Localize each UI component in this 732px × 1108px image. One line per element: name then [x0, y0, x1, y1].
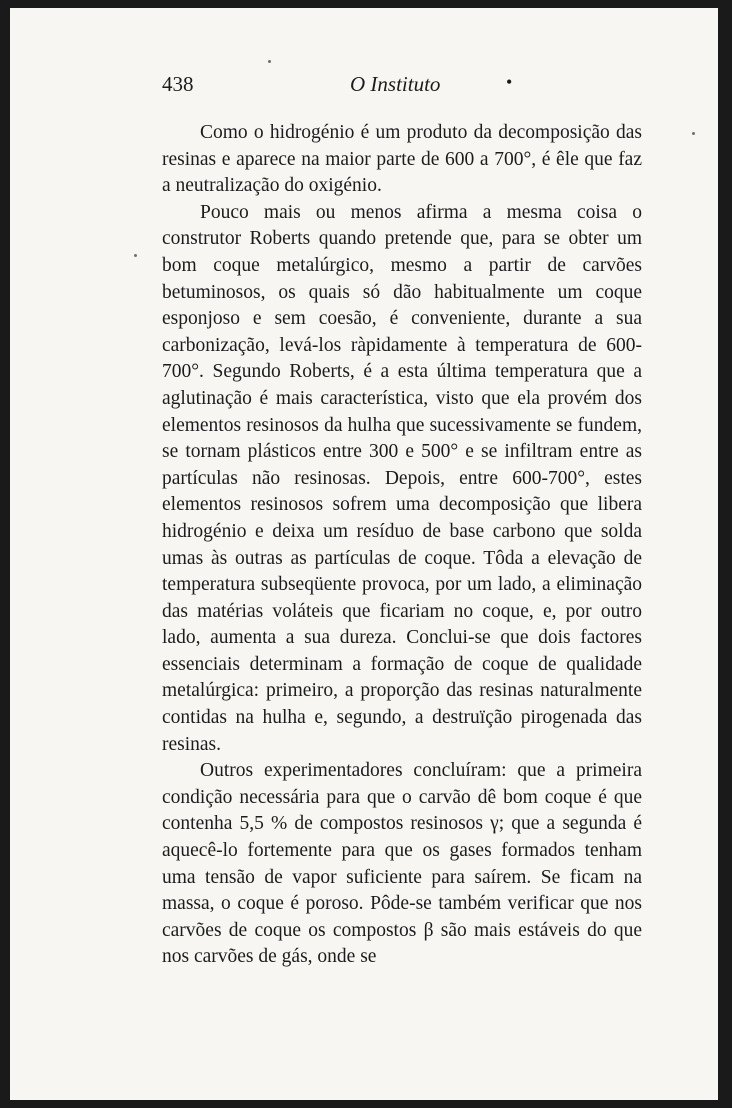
body-text	[162, 120, 642, 971]
paragraph-1: Como o hidrogénio é um produto da decomposição das resinas e aparece na maior parte de 600 a 700°, é êle que faz a neutralização do oxigénio.	[162, 122, 642, 197]
paragraph-3: Outros experimentadores concluíram: que a primeira condição necessária para que o carvão dê bom coque é que contenha 5,5 % de compostos resinosos γ; que a segunda é aquecê-lo fortemente para que os gases formados tenham uma tensão de vapor suficiente para saírem. Se ficam na massa, o coque é poroso. Pôde-se também verificar que nos carvões de coque os compostos β são mais estáveis do que nos carvões de gás, onde se	[162, 760, 642, 968]
scan-speck	[268, 60, 271, 63]
book-page	[10, 8, 718, 1100]
paragraph-2: Pouco mais ou menos afirma a mesma coisa o construtor Roberts quando pretende que, para se obter um bom coque metalúrgico, mesmo a partir de carvões betuminosos, os quais só dão habitualmente um coque esponjoso e sem coesão, é conveniente, durante a sua carbonização, levá-los ràpidamente à temperatura de 600-700°. Segundo Roberts, é a esta última temperatura que a aglutinação é mais característica, visto que ela provém dos elementos resinosos da hulha que sucessivamente se fundem, se tornam plásticos entre 300 e 500° e se infiltram entre as partículas não resinosas. Depois, entre 600-700°, estes elementos resinosos sofrem uma decomposição que libera hidrogénio e deixa um resíduo de base carbono que solda umas às outras as partículas de coque. Tôda a elevação de temperatura subseqüente provoca, por um lado, a eliminação das matérias voláteis que ficariam no coque, e, por outro lado, aumenta a sua dureza. Conclui-se que dois factores essenciais determinam a formação de coque de qualidade metalúrgica: primeiro, a proporção das resinas naturalmente contidas na hulha e, segundo, a destruïção pirogenada das resinas.	[162, 201, 642, 755]
page-header	[162, 72, 642, 100]
running-title: O Instituto	[350, 72, 441, 96]
scan-speck	[692, 132, 695, 135]
page-number: 438	[162, 72, 194, 96]
scan-speck	[134, 254, 137, 257]
header-ornament: •	[506, 72, 513, 92]
